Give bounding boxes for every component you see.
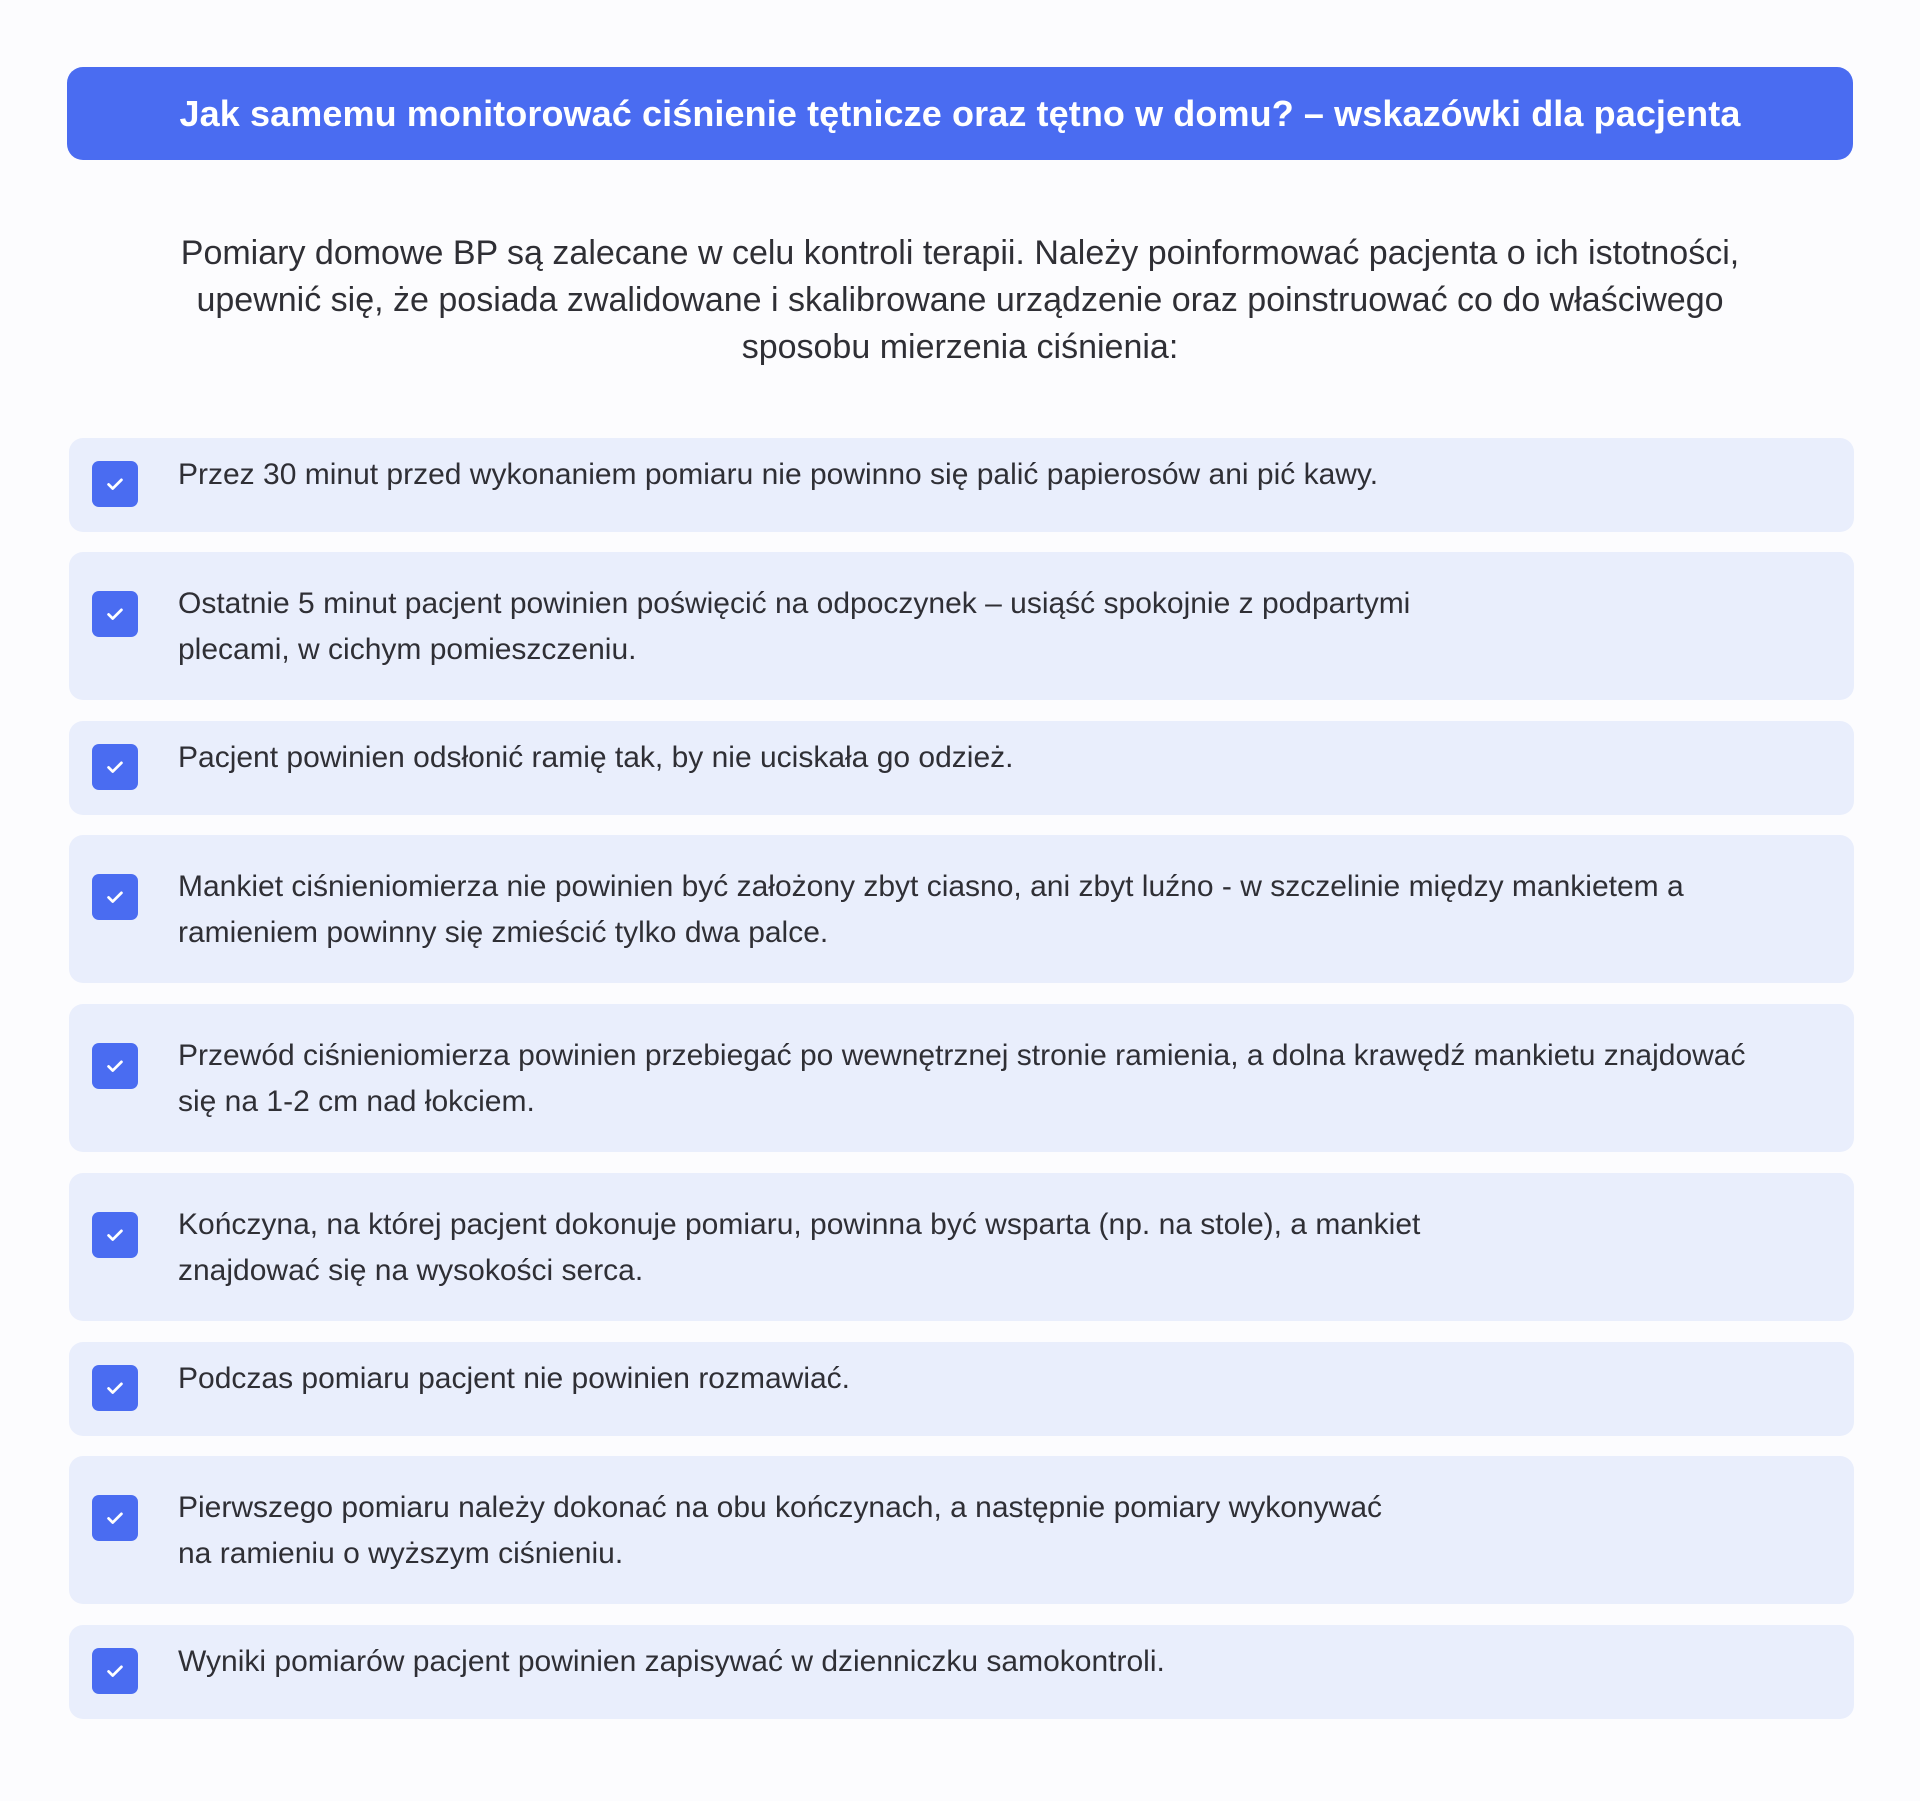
page-title: Jak samemu monitorować ciśnienie tętnicze oraz tętno w domu? – wskazówki dla pacjenta xyxy=(179,92,1741,134)
intro-line: sposobu mierzenia ciśnienia: xyxy=(741,328,1179,366)
checkbox xyxy=(92,461,138,507)
check-icon xyxy=(104,1507,126,1529)
checklist-item xyxy=(69,1342,1854,1436)
checklist-item xyxy=(69,1625,1854,1719)
checklist-item-text: Ostatnie 5 minut pacjent powinien poświęcić na odpoczynek – usiąść spokojnie z podpartymi plecami, w cichym pomieszczeniu. xyxy=(178,587,1411,666)
checklist-item-text: Mankiet ciśnieniomierza nie powinien być założony zbyt ciasno, ani zbyt luźno - w szczelinie między mankietem a ramieniem powinny się zmieścić tylko dwa palce. xyxy=(178,870,1684,949)
checklist-item xyxy=(69,721,1854,815)
checkbox xyxy=(92,1212,138,1258)
intro-line: Pomiary domowe BP są zalecane w celu kontroli terapii. Należy poinformować pacjenta o ich istotności, xyxy=(180,234,1740,272)
checklist-item xyxy=(69,1456,1854,1604)
checklist-item-text: Przez 30 minut przed wykonaniem pomiaru nie powinno się palić papierosów ani pić kawy. xyxy=(178,458,1379,491)
checkbox xyxy=(92,1495,138,1541)
checklist-item xyxy=(69,1004,1854,1152)
checklist-item-text: Pacjent powinien odsłonić ramię tak, by nie uciskała go odzież. xyxy=(178,741,1014,774)
checklist-item-text: Wyniki pomiarów pacjent powinien zapisywać w dzienniczku samokontroli. xyxy=(178,1645,1165,1678)
checklist-item-text: Podczas pomiaru pacjent nie powinien rozmawiać. xyxy=(178,1362,851,1395)
checklist-item xyxy=(69,1173,1854,1321)
checklist-item xyxy=(69,552,1854,700)
checkbox xyxy=(92,1648,138,1694)
checkbox xyxy=(92,874,138,920)
checklist-item-text: Kończyna, na której pacjent dokonuje pomiaru, powinna być wsparta (np. na stole), a mankiet znajdować się na wysokości serca. xyxy=(178,1208,1421,1287)
checkbox xyxy=(92,591,138,637)
check-icon xyxy=(104,603,126,625)
check-icon xyxy=(104,1055,126,1077)
check-icon xyxy=(104,473,126,495)
checkbox xyxy=(92,744,138,790)
checklist-item-text: Pierwszego pomiaru należy dokonać na obu kończynach, a następnie pomiary wykonywać na ramieniu o wyższym ciśnieniu. xyxy=(178,1491,1382,1570)
intro-line: upewnić się, że posiada zwalidowane i skalibrowane urządzenie oraz poinstruować co do właściwego xyxy=(196,281,1724,319)
checklist-item xyxy=(69,835,1854,983)
check-icon xyxy=(104,1660,126,1682)
checklist-item xyxy=(69,438,1854,532)
check-icon xyxy=(104,1224,126,1246)
checkbox xyxy=(92,1043,138,1089)
check-icon xyxy=(104,1377,126,1399)
checklist-item-text: Przewód ciśnieniomierza powinien przebiegać po wewnętrznej stronie ramienia, a dolna krawędź mankietu znajdować się na 1-2 cm nad łokciem. xyxy=(178,1039,1746,1118)
check-icon xyxy=(104,886,126,908)
check-icon xyxy=(104,756,126,778)
checkbox xyxy=(92,1365,138,1411)
